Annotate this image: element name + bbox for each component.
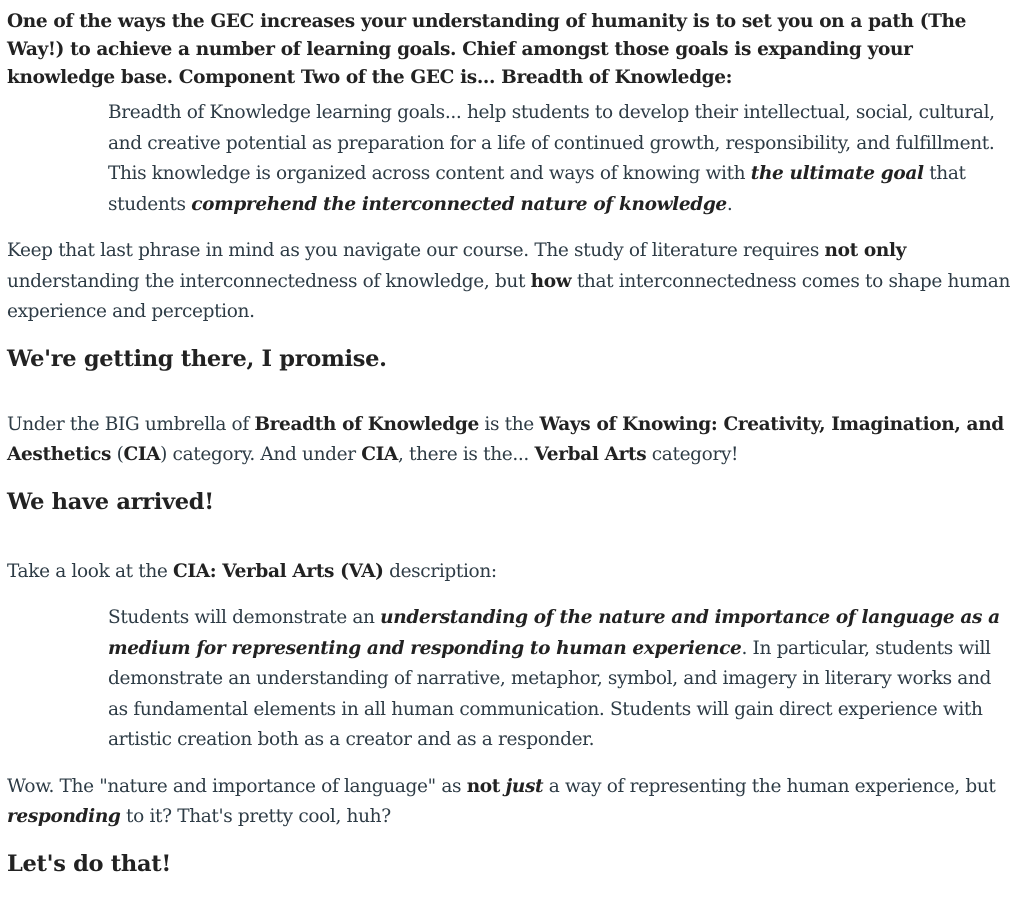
intro-paragraph: One of the ways the GEC increases your understanding of humanity is to set you on a path (The Way!) to achieve a number of learning goals. Chief amongst those goals is expanding your knowledge base. Component Two of the GEC is... Breadth of Knowledge: — [7, 11, 967, 88]
emphasis-ultimate-goal: the ultimate goal — [750, 163, 924, 184]
heading-arrived: We have arrived! — [7, 488, 214, 515]
bold-not-only: not only — [824, 240, 907, 261]
bold-breadth-of-knowledge: Breadth of Knowledge — [254, 413, 479, 435]
emphasis-nature-of-language: understanding of the nature and importance of language as a medium for representing and responding to human experience — [108, 607, 1000, 659]
literature-paragraph: Keep that last phrase in mind as you navigate our course. The study of literature requires not only understanding the interconnectedness of knowledge, but how that interconnectedness comes to shape human experience and perception. — [7, 240, 1011, 322]
bold-verbal-arts: Verbal Arts — [534, 444, 647, 465]
heading-lets-do-that: Let's do that! — [7, 850, 171, 877]
emphasis-just: just — [505, 775, 544, 797]
breadth-of-knowledge-quote: Breadth of Knowledge learning goals... help students to develop their intellectual, social, cultural, and creative potential as preparation for a life of continued growth, responsibility, and fulfillment. This knowledge is organized across content and ways of knowing with the ultimate goal that students comprehend the interconnected nature of knowledge. — [108, 102, 995, 215]
emphasis-responding: responding — [7, 806, 121, 827]
bold-cia-verbal-arts: CIA: Verbal Arts (VA) — [173, 560, 384, 582]
verbal-arts-description-quote: Students will demonstrate an understanding of the nature and importance of language as a medium for representing and responding to human experience. In particular, students will demonstrate an understanding of narrative, metaphor, symbol, and imagery in literary works and as fundamental elements in all human communication. Students will gain direct experience with artistic creation both as a creator and as a responder. — [108, 607, 1000, 750]
umbrella-paragraph: Under the BIG umbrella of Breadth of Knowledge is the Ways of Knowing: Creativity, Imagination, and Aesthetics (CIA) category. And under CIA, there is the... Verbal Arts category! — [7, 413, 1004, 465]
emphasis-interconnected-nature: comprehend the interconnected nature of knowledge — [191, 193, 727, 215]
bold-how: how — [530, 270, 572, 292]
take-a-look-paragraph: Take a look at the CIA: Verbal Arts (VA) description: — [7, 560, 497, 582]
heading-getting-there: We're getting there, I promise. — [7, 345, 387, 372]
wow-paragraph: Wow. The "nature and importance of language" as not just a way of representing the human experience, but responding to it? That's pretty cool, huh? — [7, 775, 996, 827]
bold-cia: CIA — [123, 444, 161, 465]
bold-cia-2: CIA — [361, 444, 398, 465]
bold-ways-of-knowing: Ways of Knowing: Creativity, Imagination, and Aesthetics — [7, 413, 1004, 465]
bold-not: not — [466, 775, 500, 797]
